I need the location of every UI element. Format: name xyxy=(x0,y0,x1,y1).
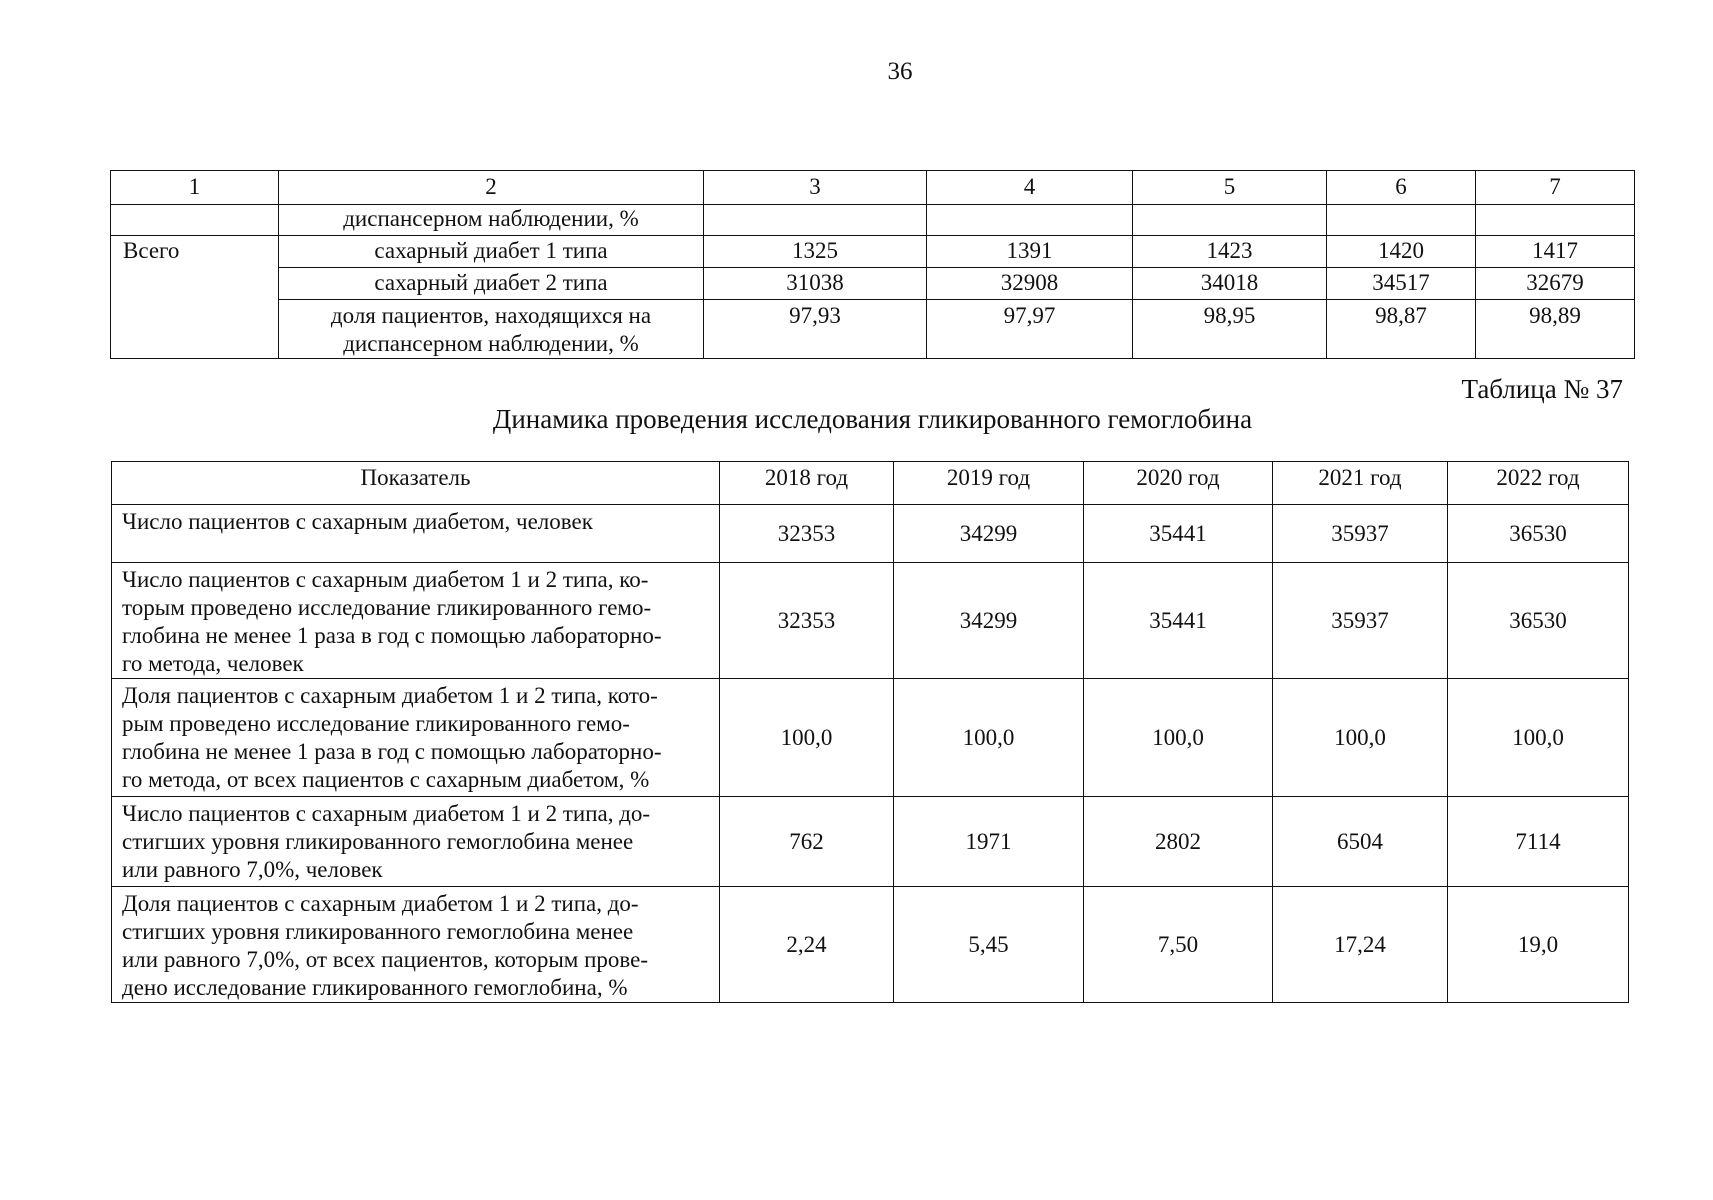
indicator-line: торым проведено исследование гликированного гемо- xyxy=(122,595,652,620)
value-cell: 36530 xyxy=(1448,505,1629,563)
table-row xyxy=(112,887,1629,1003)
table-title: Динамика проведения исследования гликированного гемоглобина xyxy=(492,404,1253,434)
indicator-line: глобина не менее 1 раза в год с помощью лабораторно- xyxy=(122,739,662,764)
header-year: 2022 год xyxy=(1448,462,1629,505)
value-cell: 100,0 xyxy=(1273,679,1448,797)
indicator-cell xyxy=(112,505,720,563)
value-cell: 34299 xyxy=(894,563,1084,679)
value-cell: 100,0 xyxy=(720,679,894,797)
value-cell: 100,0 xyxy=(1448,679,1629,797)
value-cell: 7,50 xyxy=(1084,887,1273,1003)
value-cell xyxy=(1133,205,1327,236)
value-cell: 34018 xyxy=(1133,268,1327,300)
value-cell: 5,45 xyxy=(894,887,1084,1003)
group-cell xyxy=(111,205,279,236)
indicator-line: Доля пациентов с сахарным диабетом 1 и 2 типа, до- xyxy=(122,891,639,916)
value-cell: 762 xyxy=(720,797,894,887)
value-cell: 100,0 xyxy=(1084,679,1273,797)
table-row xyxy=(112,679,1629,797)
value-cell: 32908 xyxy=(927,268,1133,300)
row-label xyxy=(279,300,704,359)
value-cell: 98,95 xyxy=(1133,300,1327,359)
value-cell xyxy=(1327,205,1476,236)
table-header-row xyxy=(112,462,1629,505)
group-label: Всего xyxy=(111,236,279,359)
column-number: 4 xyxy=(927,171,1133,205)
value-cell: 19,0 xyxy=(1448,887,1629,1003)
header-indicator: Показатель xyxy=(112,462,720,505)
table-row xyxy=(111,236,1635,268)
value-cell: 36530 xyxy=(1448,563,1629,679)
value-cell: 34517 xyxy=(1327,268,1476,300)
indicator-cell xyxy=(112,797,720,887)
value-cell: 7114 xyxy=(1448,797,1629,887)
value-cell: 100,0 xyxy=(894,679,1084,797)
row-label: сахарный диабет 2 типа xyxy=(279,268,704,300)
value-cell: 1420 xyxy=(1327,236,1476,268)
indicator-cell xyxy=(112,887,720,1003)
value-cell: 6504 xyxy=(1273,797,1448,887)
column-number: 7 xyxy=(1476,171,1635,205)
value-cell: 1971 xyxy=(894,797,1084,887)
table-row xyxy=(111,300,1635,359)
value-cell: 35937 xyxy=(1273,563,1448,679)
table-header-row xyxy=(111,171,1635,205)
table-caption: Таблица № 37 xyxy=(1461,374,1623,404)
value-cell: 97,97 xyxy=(927,300,1133,359)
row-label: сахарный диабет 1 типа xyxy=(279,236,704,268)
indicator-line: или равного 7,0%, от всех пациентов, которым прове- xyxy=(122,947,648,972)
indicator-line: стигших уровня гликированного гемоглобина менее xyxy=(122,829,634,854)
table-37 xyxy=(111,461,1629,1003)
value-cell: 98,89 xyxy=(1476,300,1635,359)
value-cell: 35441 xyxy=(1084,563,1273,679)
value-cell xyxy=(704,205,927,236)
column-number: 1 xyxy=(111,171,279,205)
indicator-line: Число пациентов с сахарным диабетом, человек xyxy=(122,509,593,534)
table-row xyxy=(112,505,1629,563)
column-number: 3 xyxy=(704,171,927,205)
indicator-line: рым проведено исследование гликированного гемо- xyxy=(122,711,630,736)
indicator-line: Число пациентов с сахарным диабетом 1 и 2 типа, до- xyxy=(122,801,651,826)
indicator-line: дено исследование гликированного гемоглобина, % xyxy=(122,975,628,1000)
value-cell xyxy=(1476,205,1635,236)
table-row xyxy=(112,563,1629,679)
row-label: диспансерном наблюдении, % xyxy=(279,205,704,236)
header-year: 2019 год xyxy=(894,462,1084,505)
column-number: 5 xyxy=(1133,171,1327,205)
value-cell: 35441 xyxy=(1084,505,1273,563)
value-cell: 17,24 xyxy=(1273,887,1448,1003)
row-label-line: диспансерном наблюдении, % xyxy=(343,331,639,356)
table-row xyxy=(111,268,1635,300)
indicator-line: Число пациентов с сахарным диабетом 1 и 2 типа, ко- xyxy=(122,567,649,592)
value-cell: 1325 xyxy=(704,236,927,268)
page-number: 36 xyxy=(887,58,913,85)
value-cell: 32353 xyxy=(720,563,894,679)
value-cell: 1423 xyxy=(1133,236,1327,268)
value-cell: 35937 xyxy=(1273,505,1448,563)
table-row xyxy=(112,797,1629,887)
indicator-line: Доля пациентов с сахарным диабетом 1 и 2 типа, кото- xyxy=(122,683,658,708)
value-cell: 31038 xyxy=(704,268,927,300)
indicator-line: го метода, от всех пациентов с сахарным диабетом, % xyxy=(122,767,650,792)
header-year: 2018 год xyxy=(720,462,894,505)
indicator-line: глобина не менее 1 раза в год с помощью лабораторно- xyxy=(122,623,662,648)
indicator-line: стигших уровня гликированного гемоглобина менее xyxy=(122,919,634,944)
value-cell: 34299 xyxy=(894,505,1084,563)
value-cell: 2,24 xyxy=(720,887,894,1003)
indicator-line: го метода, человек xyxy=(122,651,304,676)
indicator-cell xyxy=(112,679,720,797)
column-number: 6 xyxy=(1327,171,1476,205)
header-year: 2020 год xyxy=(1084,462,1273,505)
value-cell: 2802 xyxy=(1084,797,1273,887)
value-cell: 1417 xyxy=(1476,236,1635,268)
value-cell: 98,87 xyxy=(1327,300,1476,359)
table-row xyxy=(111,205,1635,236)
value-cell: 1391 xyxy=(927,236,1133,268)
header-year: 2021 год xyxy=(1273,462,1448,505)
value-cell: 32679 xyxy=(1476,268,1635,300)
indicator-line: или равного 7,0%, человек xyxy=(122,857,383,882)
column-number: 2 xyxy=(279,171,704,205)
table-previous-continuation xyxy=(110,170,1635,359)
value-cell xyxy=(927,205,1133,236)
indicator-cell xyxy=(112,563,720,679)
value-cell: 97,93 xyxy=(704,300,927,359)
row-label-line: доля пациентов, находящихся на xyxy=(330,303,652,328)
value-cell: 32353 xyxy=(720,505,894,563)
